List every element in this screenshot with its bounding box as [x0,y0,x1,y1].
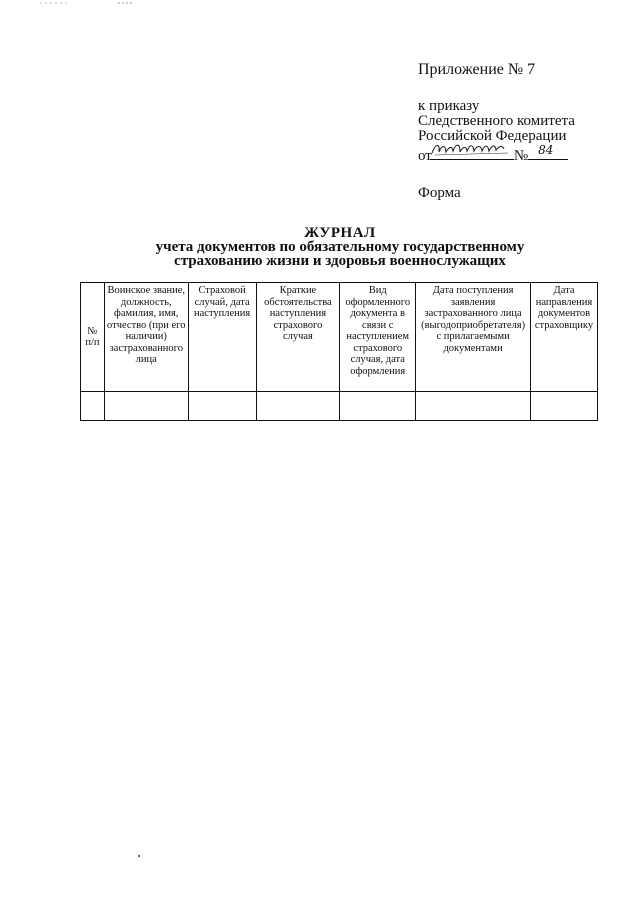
order-date-line [418,144,628,164]
order-number-field [528,144,568,160]
table-row [81,392,598,421]
form-label: Форма [418,185,461,201]
column-header-document-type: Вид оформленного документа в связи с наступлением страхового случая, дата оформления [340,283,416,392]
order-line-3: Российской Федерации [418,128,567,144]
table-cell [81,392,105,421]
date-prefix: от [418,148,432,164]
column-header-application-date: Дата поступления заявления застрахованного лица (выгодоприобретателя) с прилагаемыми документами [416,283,531,392]
journal-title [60,226,620,268]
appendix-number: Приложение № 7 [418,61,536,78]
journal-table [80,282,598,421]
table-cell [188,392,256,421]
journal-title-line-1: учета документов по обязательному государственному [155,239,525,255]
order-line-2: Следственного комитета [418,113,575,129]
table-cell [256,392,340,421]
table-cell [416,392,531,421]
handwritten-date-signature [430,139,514,159]
table-header-row [81,283,598,392]
column-header-sent-to-insurer: Дата направления документов страховщику [531,283,598,392]
column-header-number: № п/п [81,283,105,392]
order-line-1: к приказу [418,98,480,114]
column-header-insured-person: Воинское звание, должность, фамилия, имя, отчество (при его наличии) застрахованного лица [104,283,188,392]
column-header-circumstances: Краткие обстоятельства наступления страхового случая [256,283,340,392]
number-sign: № [513,148,529,164]
table-cell [104,392,188,421]
table-cell [531,392,598,421]
scan-speck [138,855,140,857]
order-number: 84 [538,143,554,157]
journal-title-line-2: страхованию жизни и здоровья военнослужащих [174,253,506,269]
table-cell [340,392,416,421]
order-header [418,62,628,201]
scan-edge-marks [0,2,640,6]
journal-title-main: ЖУРНАЛ [304,225,376,241]
handwritten-date [430,144,514,160]
column-header-insured-event: Страховой случай, дата наступления [188,283,256,392]
